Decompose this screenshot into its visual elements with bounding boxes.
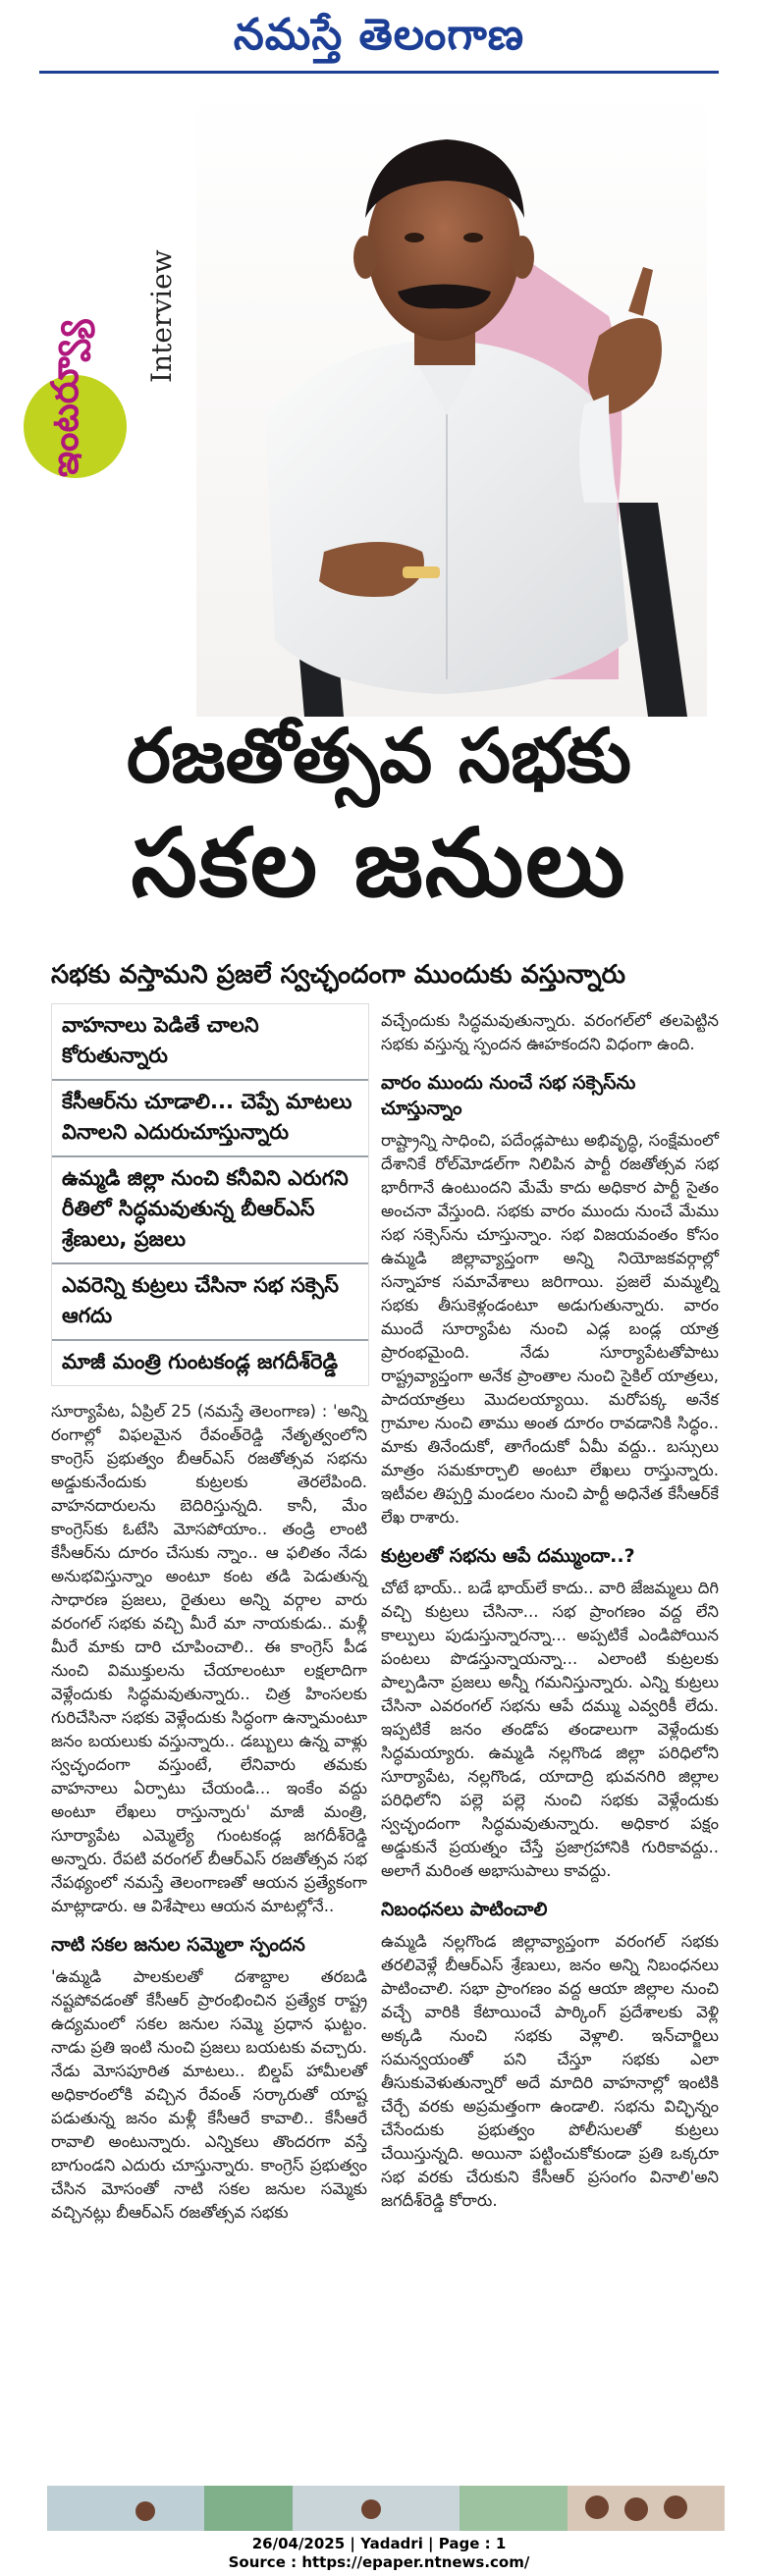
interview-photo <box>196 90 707 717</box>
person-photo-icon <box>196 90 707 717</box>
article-body-right-1: వచ్చేందుకు సిద్ధమవుతున్నారు. వరంగల్‌లో తలపెట్టిన సభకు వస్తున్న స్పందన ఊహకందని విధంగా ఉంది. <box>381 1011 719 1053</box>
section-heading: నిబంధనలు పాటించాలి <box>381 1899 548 1920</box>
crowd-photo-icon <box>47 2486 725 2531</box>
interview-label-english: Interview <box>145 249 178 383</box>
masthead-rule <box>39 71 719 74</box>
subheadline: సభకు వస్తామని ప్రజలే స్వచ్ఛందంగా ముందుకు వస్తున్నారు <box>51 960 626 990</box>
article-body-right-2: రాష్ట్రాన్ని సాధించి, పదేండ్లపాటు అభివృద్ధి, సంక్షేమంలో దేశానికే రోల్‌మోడల్‌గా నిలిపిన పార్టీ రజతోత్సవ సభ భారీగానే ఉంటుందని మేమే కాదు అధికార పార్టీ సైతం అంచనా వేస్తుంది. సభకు వారం ముందు నుంచే మేము సభ సక్సెస్‌ను చూస్తున్నాం. సభ విజయవంతం కోసం ఉమ్మడి జిల్లావ్యాప్తంగా అన్ని నియోజకవర్గాల్లో సన్నాహక సమావేశాలు జరిగాయి. ప్రజలే మమ్మల్ని సభకు తీసుకెళ్లండంటూ అడుగుతున్నారు. వారం ముందే సూర్యాపేట నుంచి ఎడ్ల బండ్ల యాత్ర ప్రారంభమైంది. నేడు సూర్యాపేటతోపాటు రాష్ట్రవ్యాప్తంగా అనేక ప్రాంతాల నుంచి సైకిల్ యాత్రలు, పాదయాత్రలు మొదలయ్యాయి. మరోపక్క అనేక గ్రామాల నుంచి తాము అంత దూరం రావడానికి సిద్ధం.. మాకు తినేందుకో, తాగేందుకో ఏమీ వద్దు.. బస్సులు మాత్రం సమకూర్చాలి అంటూ లేఖలు రాస్తున్నారు. ఇటీవల తిప్పర్తి మండలం నుంచి పార్టీ అధినేత కేసీఆర్‌కే లేఖ రాశారు. <box>381 1131 719 1527</box>
highlight-item: మాజీ మంత్రి గుంటకండ్ల జగదీశ్‌రెడ్డి <box>62 1350 339 1373</box>
highlight-item: ఉమ్మడి జిల్లా నుంచి కనీవిని ఎరుగని రీతిలో సిద్ధమవుతున్న బీఆర్‌ఎస్ శ్రేణులు, ప్రజలు <box>52 1157 368 1264</box>
footer-source: Source : https://epaper.ntnews.com/ <box>228 2553 530 2571</box>
highlight-item: కేసీఆర్‌ను చూడాలి... చెప్పే మాటలు వినాలని ఎదురుచూస్తున్నారు <box>52 1081 368 1157</box>
section-heading: నాటి సకల జనుల సమ్మెలా స్పందన <box>51 1934 305 1956</box>
article-body-right-4: ఉమ్మడి నల్లగొండ జిల్లావ్యాప్తంగా వరంగల్ సభకు తరలివెళ్లే బీఆర్‌ఎస్ శ్రేణులు, జనం అన్ని నిబంధనలు పాటించాలి. సభా ప్రాంగణం వద్ద ఆయా జిల్లాల నుంచి వచ్చే వారికి కేటాయించే పార్కింగ్ ప్రదేశాలకు వెళ్లి అక్కడి నుంచి సభకు వెళ్లాలి. ఇన్‌చార్జిలు సమన్వయంతో పని చేస్తూ సభకు ఎలా తీసుకువెళుతున్నారో అదే మాదిరి వాహనాల్లో ఇంటికి చేర్చే వరకు అప్రమత్తంగా ఉండాలి. సభను విచ్ఛిన్నం చేసేందుకు ప్రభుత్వం పోలీసులతో కుట్రలు చేయిస్తున్నది. అయినా పట్టించుకోకుండా ప్రతి ఒక్కరూ సభ వరకు చేరుకుని కేసీఆర్ ప్రసంగం వినాలి'అని జగదీశ్‌రెడ్డి కోరారు. <box>381 1932 719 2210</box>
section-heading: కుట్రలతో సభను ఆపే దమ్ముందా..? <box>381 1545 635 1567</box>
headline-line-1: రజతోత్సవ సభకు <box>126 712 632 799</box>
highlights-box <box>51 1003 369 1386</box>
bottom-photo-strip <box>47 2486 725 2531</box>
newspaper-title: నమస్తే తెలంగాణ <box>233 10 525 60</box>
left-column <box>51 1003 367 2225</box>
article-body-left-2: 'ఉమ్మడి పాలకులతో దశాబ్దాల తరబడి నష్టపోవడంతో కేసీఆర్ ప్రారంభించిన ప్రత్యేక రాష్ట్ర ఉద్యమంలో సకల జనుల సమ్మె ప్రధాన ఘట్టం. నాడు ప్రతి ఇంటి నుంచి ప్రజలు బయటకు వచ్చారు. నేడు మోసపూరిత మాటలు.. బిల్డప్ హామీలతో అధికారంలోకి వచ్చిన రేవంత్ సర్కారుతో యాష్ట పడుతున్న జనం మళ్లీ కేసీఆరే కావాలి.. కేసీఆరే రావాలి అంటున్నారు. ఎన్నికలు తొందరగా వస్తే బాగుండని ఎదురు చూస్తున్నారు. కాంగ్రెస్ ప్రభుత్వం చేసిన మోసంతో నాటి సకల జనుల సమ్మెకు వచ్చినట్లు బీఆర్‌ఎస్ రజతోత్సవ సభకు <box>51 1967 367 2222</box>
footer-date-edition: 26/04/2025 | Yadadri | Page : 1 <box>251 2535 507 2552</box>
headline <box>0 707 758 921</box>
interview-label-telugu: ఇంటర్వ్యూ <box>43 319 86 477</box>
right-column <box>381 1009 719 2213</box>
highlight-item: వాహనాలు పెడితే చాలని కోరుతున్నారు <box>52 1004 368 1081</box>
section-heading: వారం ముందు నుంచే సభ సక్సెస్‌ను చూస్తున్నాం <box>381 1072 636 1119</box>
masthead <box>0 0 758 71</box>
highlight-item: ఎవరెన్ని కుట్రలు చేసినా సభ సక్సెస్ ఆగదు <box>52 1264 368 1341</box>
article-body-left: సూర్యాపేట, ఏప్రిల్ 25 (నమస్తే తెలంగాణ) : 'అన్ని రంగాల్లో విఫలమైన రేవంత్‌రెడ్డి నేతృత్వంలోని కాంగ్రెస్ ప్రభుత్వం బీఆర్‌ఎస్ రజతోత్సవ సభను అడ్డుకునేందుకు కుట్రలకు తెరలేపింది. వాహనదారులను బెదిరిస్తున్నది. కానీ, మేం కాంగ్రెస్‌కు ఓటేసి మోసపోయాం.. తండ్రి లాంటి కేసీఆర్‌ను దూరం చేసుకు న్నాం.. ఆ ఫలితం నేడు అనుభవిస్తున్నాం అంటూ కంట తడి పెడుతున్న సాధారణ ప్రజలు, రైతులు అన్ని వర్గాల వారు వరంగల్ సభకు వచ్చి మీరే మా నాయకుడు.. మళ్లీ మీరే మాకు దారి చూపించాలి.. ఈ కాంగ్రెస్ పీడ నుంచి విముక్తులను చేయాలంటూ లక్షలాదిగా వెళ్లేందుకు సిద్ధమవుతున్నారు.. చిత్ర హింసలకు గురిచేసినా సభకు వెళ్లేందుకు సిద్ధంగా ఉన్నామంటూ జనం బయలుకు వస్తున్నారు.. డబ్బులు ఉన్న వాళ్లు స్వచ్ఛందంగా వస్తుంటే, లేనివారు తమకు వాహనాలు ఏర్పాటు చేయండి... ఇంకేం వద్దు అంటూ లేఖలు రాస్తున్నారు' మాజీ మంత్రి, సూర్యాపేట ఎమ్మెల్యే గుంటకండ్ల జగదీశ్‌రెడ్డి అన్నారు. రేపటి వరంగల్ బీఆర్‌ఎస్ రజతోత్సవ సభ నేపథ్యంలో నమస్తే తెలంగాణతో ఆయన ప్రత్యేకంగా మాట్లాడారు. ఆ విశేషాలు ఆయన మాటల్లోనే.. <box>51 1402 367 1915</box>
headline-line-2: సకల జనులు <box>131 808 627 918</box>
page-footer <box>0 2535 758 2572</box>
article-body-right-3: చోటే భాయ్.. బడే భాయ్‌లే కాదు.. వారి జేజమ్మలు దిగి వచ్చి కుట్రలు చేసినా... సభ ప్రాంగణం వద్ద లేని కాల్పులు పుడుస్తున్నారన్నా... అప్పటికే ఎండిపోయిన పంటలు పొడస్తున్నాయన్నా... ఎలాంటి కుట్రలకు పాల్పడినా ప్రజలు అన్నీ గమనిస్తున్నారు. ఎన్ని కుట్రలు చేసినా ఎవరంగల్ సభను ఆపే దమ్ము ఎవ్వరికీ లేదు. ఇప్పటికే జనం తండోప తండాలుగా వెళ్లేందుకు సిద్ధమయ్యారు. ఉమ్మడి నల్లగొండ జిల్లా పరిధిలోని సూర్యాపేట, నల్లగొండ, యాదాద్రి భువనగిరి జిల్లాల పరిధిలోని పల్లె పల్లె నుంచి సభకు వెళ్లేందుకు స్వచ్ఛందంగా సిద్ధమవుతున్నారు. అధికార పక్షం అడ్డుకునే ప్రయత్నం చేస్తే ప్రజాగ్రహానికి గురికావద్దు.. అలాగే మరింత అభాసుపాలు కావద్దు. <box>381 1579 719 1880</box>
